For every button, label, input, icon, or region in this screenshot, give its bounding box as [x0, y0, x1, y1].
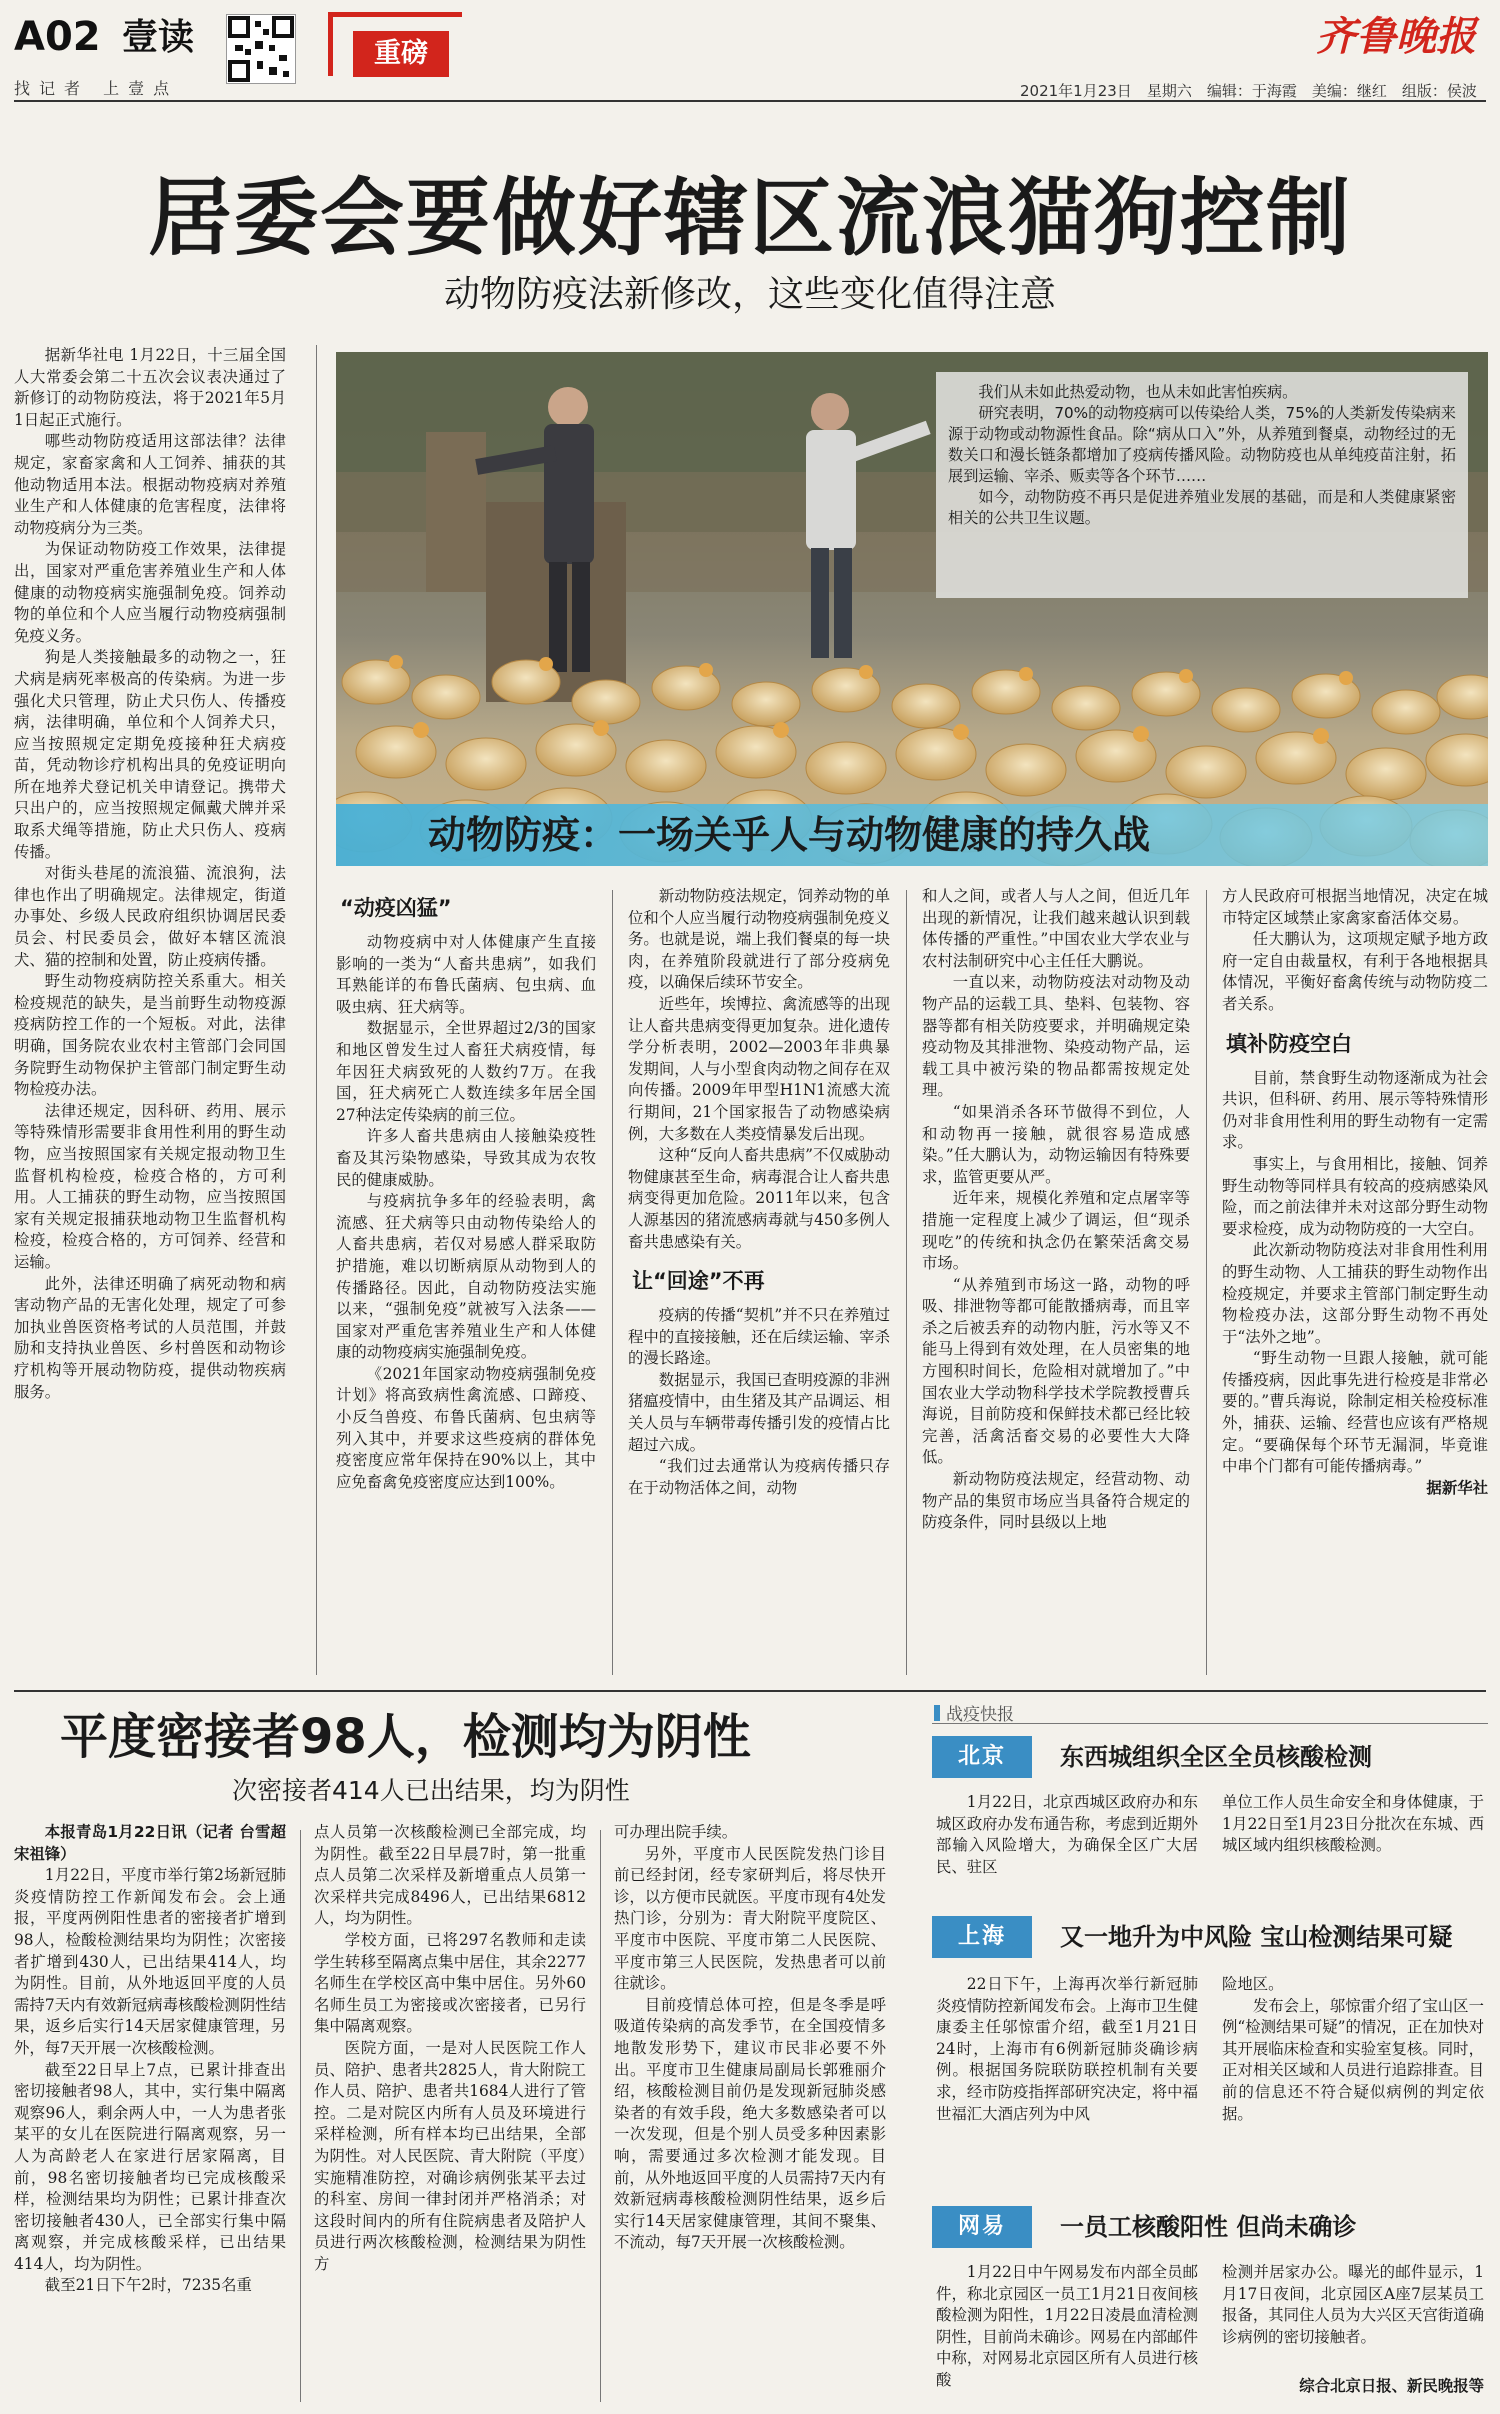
brief-text-netease-right: 检测并居家办公。曝光的邮件显示，1月17日夜间，北京园区A座7层某员工报备，其同住人员为大兴区天宫街道确诊病例的密切接触者。 — [1222, 2263, 1484, 2346]
byline: 本报青岛1月22日讯（记者 台雪超 宋祖锋） — [14, 1823, 286, 1863]
paragraph: 另外，平度市人民医院发热门诊目前已经封闭，经专家研判后，将尽快开诊，以方便市民就医。平度市现有4处发热门诊，分别为：青大附院平度院区、平度市中医院、平度市第二人民医院、平度市第三人民医院，发热患者可以前往就诊。 — [614, 1844, 886, 1993]
main-col-4 — [922, 886, 1190, 1675]
brief-city-shanghai: 上海 — [932, 1916, 1032, 1958]
paragraph: 动物疫病中对人体健康产生直接影响的一类为“人畜共患病”，如我们耳熟能详的布鲁氏菌病、包虫病、血吸虫病、狂犬病等。 — [336, 933, 596, 1016]
paragraph: 目前疫情总体可控，但是冬季是呼吸道传染病的高发季节，在全国疫情多地散发形势下，建议市民非必要不外出。平度市卫生健康局副局长郭雅丽介绍，核酸检测目前仍是发现新冠肺炎感染者的有效手段，绝大多数感染者可以一次发现，但是个别人员受多种因素影响，需要通过多次检测才能发现。目前，从外地返回平度的人员需持7天内有效新冠病毒核酸检测阴性结果，返乡后实行14天居家健康管理，其间不聚集、不流动，每7天开展一次核酸检测。 — [614, 1995, 886, 2252]
photo-caption-bar — [336, 804, 1488, 866]
brief-city-netease: 网易 — [932, 2206, 1032, 2248]
paragraph: 方人民政府可根据当地情况，决定在城市特定区域禁止家禽家畜活体交易。 — [1222, 887, 1488, 927]
paragraph: 对街头巷尾的流浪猫、流浪狗，法律也作出了明确规定。法律规定，街道办事处、乡级人民政府组织协调居民委员会、村民委员会，做好本辖区流浪犬、猫的控制和处置，防止疫病传播。 — [14, 864, 286, 969]
section-tag — [328, 12, 462, 76]
subheading: “动疫凶猛” — [340, 896, 452, 920]
photo-text-box — [936, 372, 1468, 598]
paragraph: 近些年，埃博拉、禽流感等的出现让人畜共患病变得更加复杂。进化遗传学分析表明，2002—2003年非典暴发期间，人与小型食肉动物之间存在双向传播。2009年甲型H1N1流感大流行期间，21个国家报告了动物感染病例，大多数在人类疫情暴发后出现。 — [628, 994, 890, 1143]
paragraph: 医院方面，一是对人民医院工作人员、陪护、患者共2825人，肯大附院工作人员、陪护、患者共1684人进行了管控。二是对院区内所有人员及环境进行采样检测，所有样本均已出结果，全部为阴性。对人民医院、青大附院（平度）实施精准防控，对确诊病例张某平去过的科室、房间一律封闭并严格消杀；对这段时间内的所有住院病患者及陪护人员进行两次核酸检测，检测结果为阴性方 — [314, 2038, 586, 2273]
paragraph: 目前，禁食野生动物逐渐成为社会共识，但科研、药用、展示等特殊情形仍对非食用性利用的野生动物有一定需求。 — [1222, 1068, 1488, 1152]
section-rule — [14, 1690, 1486, 1692]
paragraph: 《2021年国家动物疫病强制免疫计划》将高致病性禽流感、口蹄疫、小反刍兽疫、布鲁氏菌病、包虫病等列入其中，并要求这些疫病的群体免疫密度应常年保持在90%以上，其中应免畜禽免疫密度应达到100%。 — [336, 1364, 596, 1491]
brief-label-box — [932, 1700, 1488, 1724]
date-line — [1020, 80, 1477, 101]
qr-code[interactable] — [226, 14, 296, 84]
paragraph: 此次新动物防疫法对非食用性利用的野生动物、人工捕获的野生动物作出检疫规定，并要求主管部门制定野生动物检疫办法，这部分野生动物不再处于“法外之地”。 — [1222, 1241, 1488, 1346]
paragraph: 事实上，与食用相比，接触、饲养野生动物等同样具有较高的疫病感染风险，而之前法律并未对这部分野生动物要求检疫，成为动物防疫的一大空白。 — [1222, 1154, 1488, 1238]
paragraph: “我们过去通常认为疫病传播只存在于动物活体之间，动物 — [628, 1457, 890, 1497]
main-headline: 居委会要做好辖区流浪猫狗控制 — [147, 169, 1352, 267]
story2-subhead: 次密接者414人已出结果，均为阴性 — [232, 1776, 630, 1805]
weekday: 星期六 — [1146, 82, 1192, 100]
paragraph: 为保证动物防疫工作效果，法律提出，国家对严重危害养殖业生产和人体健康的动物疫病实施强制免疫。饲养动物的单位和个人应当履行动物疫病强制免疫义务。 — [14, 540, 286, 645]
paragraph: 任大鹏认为，这项规定赋予地方政府一定自由裁量权，有利于各地根据具体情况，平衡好畜禽传统与动物防疫二者关系。 — [1222, 930, 1488, 1013]
paragraph: 数据显示，全世界超过2/3的国家和地区曾发生过人畜狂犬病疫情，每年因狂犬病致死的人数约7万。在我国，狂犬病死亡人数连续多年居全国27种法定传染病的前三位。 — [336, 1019, 596, 1124]
story2-col-1 — [14, 1822, 286, 2402]
main-col-5 — [1222, 886, 1488, 1675]
brief-panel — [932, 1700, 1488, 2400]
paragraph: 此外，法律还明确了病死动物和病害动物产品的无害化处理，规定了可参加执业兽医资格考试的人员范围，并鼓励和支持执业兽医、乡村兽医和动物诊疗机构等开展动物防疫，提供动物疾病服务。 — [14, 1274, 286, 1401]
paragraph: 这种“反向人畜共患病”不仅威胁动物健康甚至生命，病毒混合让人畜共患病变得更加危险。2011年以来，包含人源基因的猪流感病毒就与450多例人畜共患感染有关。 — [628, 1146, 890, 1251]
paragraph: 野生动物疫病防控关系重大。相关检疫规范的缺失，是当前野生动物疫源疫病防控工作的一个短板。对此，法律明确，国务院农业农村主管部门会同国务院野生动物保护主管部门制定野生动物检疫办法。 — [14, 972, 286, 1099]
brief-text-shanghai-right: 险地区。 发布会上，邬惊雷介绍了宝山区一例“检测结果可疑”的情况，正在加快对其开展临床检查和实验室复核。同时，正对相关区域和人员进行追踪排查。目前的信息还不符合疑似病例的判定依据。 — [1222, 1975, 1484, 2123]
paragraph: 1月22日，平度市举行第2场新冠肺炎疫情防控工作新闻发布会。会上通报，平度两例阳性患者的密接者扩增到98人，检酸检测结果均为阴性；次密接者扩增到430人，已出结果414人，均为阴性。目前，从外地返回平度的人员需持7天内有效新冠病毒核酸检测阴性结果，返乡后实行14天居家健康管理，另外，每7天开展一次核酸检测。 — [14, 1866, 286, 2057]
paragraph: 近年来，规模化养殖和定点屠宰等措施一定程度上减少了调运，但“现杀现吃”的传统和执念仍在繁荣活禽交易市场。 — [922, 1189, 1190, 1273]
paragraph: 点人员第一次核酸检测已全部完成，均为阴性。截至22日早晨7时，第一批重点人员第二次采样及新增重点人员第一次采样共完成8496人，已出结果6812人，均为阴性。 — [314, 1823, 586, 1928]
brief-text-shanghai-left: 22日下午，上海再次举行新冠肺炎疫情防控新闻发布会。上海市卫生健康委主任邬惊雷介绍，截至1月21日24时，上海市有6例新冠肺炎确诊病例。根据国务院联防联控机制有关要求，经市防疫指挥部研究决定，将中福世福汇大酒店列为中风 — [936, 1975, 1198, 2123]
main-subhead: 动物防疫法新修改，这些变化值得注意 — [443, 274, 1056, 315]
brief-source: 综合北京日报、新民晚报等 — [1299, 2377, 1484, 2395]
paragraph: 学校方面，已将297名教师和走读学生转移至隔离点集中居住，其余2277名师生在学校区高中集中居住。另外60名师生员工为密接或次密接者，已另行集中隔离观察。 — [314, 1930, 586, 2036]
column-divider — [600, 1830, 601, 2402]
brief-text-netease-left: 1月22日中午网易发布内部全员邮件，称北京园区一员工1月21日夜间核酸检测为阳性，1月22日凌晨血清检测阴性，目前尚未确诊。网易在内部邮件中称，对网易北京园区所有人员进行核酸 — [936, 2263, 1198, 2389]
section-name: 壹读 — [122, 17, 195, 58]
paragraph: 据新华社电 1月22日，十三届全国人大常委会第二十五次会议表决通过了新修订的动物防疫法，将于2021年5月1日起正式施行。 — [14, 346, 286, 429]
paragraph: 可办理出院手续。 — [614, 1823, 738, 1841]
photo-box-paragraph: 如今，动物防疫不再只是促进养殖业发展的基础，而是和人类健康紧密相关的公共卫生议题。 — [948, 488, 1456, 527]
paragraph: 数据显示，我国已查明疫源的非洲猪瘟疫情中，由生猪及其产品调运、相关人员与车辆带毒传播引发的疫情占比超过六成。 — [628, 1370, 890, 1454]
paragraph: 和人之间，或者人与人之间，但近几年出现的新情况，让我们越来越认识到载体传播的严重性。”中国农业大学农业与农村法制研究中心主任任大鹏说。 — [922, 887, 1190, 970]
date: 2021年1月23日 — [1020, 82, 1132, 100]
column-divider — [316, 345, 317, 1675]
paragraph: 与疫病抗争多年的经验表明，禽流感、狂犬病等只由动物传染给人的人畜共患病，若仅对易感人群采取防护措施，难以切断病原从动物到人的传播路径。因此，自动物防疫法实施以来，“强制免疫”就被写入法条——国家对严重危害养殖业生产和人体健康的动物疫病实施强制免疫。 — [336, 1192, 596, 1362]
brief-text-beijing-right: 单位工作人员生命安全和身体健康，于1月22日至1月23日分批次在东城、西城区域内组织核酸检测。 — [1222, 1793, 1484, 1855]
paragraph: 哪些动物防疫适用这部法律？法律规定，家畜家禽和人工饲养、捕获的其他动物适用本法。根据动物疫病对养殖业生产和人体健康的危害程度，法律将动物疫病分为三类。 — [14, 432, 286, 537]
paragraph: 截至22日早上7点，已累计排查出密切接触者98人，其中，实行集中隔离观察96人，剩余两人中，一人为患者张某平的女儿在医院进行隔离观察，另一人为高龄老人在家进行居家隔离，目前，98名密切接触者均已完成核酸采样，检测结果均为阴性；已累计排查次密切接触者430人，已全部实行集中隔离观察，并完成核酸采样，已出结果414人，均为阴性。 — [14, 2060, 286, 2273]
subheading: 让“回途”不再 — [632, 1269, 765, 1294]
editor: 编辑：于海霞 — [1206, 82, 1297, 100]
main-col-1 — [14, 345, 286, 1675]
paragraph: 一直以来，动物防疫法对动物及动物产品的运载工具、垫料、包装物、容器等都有相关防疫要求，并明确规定染疫动物及其排泄物、染疫动物产品，运载工具中被污染的物品都需按规定处理。 — [922, 973, 1190, 1100]
brief-city-beijing: 北京 — [932, 1736, 1032, 1778]
column-divider — [906, 890, 907, 1675]
paragraph: 许多人畜共患病由人接触染疫牲畜及其污染物感染，导致其成为农牧民的健康威胁。 — [336, 1127, 596, 1189]
paragraph: 新动物防疫法规定，饲养动物的单位和个人应当履行动物疫病强制免疫义务。也就是说，端上我们餐桌的每一块肉，在养殖阶段就进行了部分疫病免疫，以确保后续环节安全。 — [628, 887, 890, 992]
paragraph: 疫病的传播“契机”并不只在养殖过程中的直接接触，还在后续运输、宰杀的漫长路途。 — [628, 1306, 890, 1368]
slogan: 找记者 上壹点 — [14, 79, 179, 98]
main-col-3 — [628, 886, 890, 1675]
brief-title-netease: 一员工核酸阳性 但尚未确诊 — [1060, 2213, 1357, 2241]
paragraph: 法律还规定，因科研、药用、展示等特殊情形需要非食用性利用的野生动物，应当按照国家有关规定报动物卫生监督机构检疫，检疫合格的，方可利用。人工捕获的野生动物，应当按照国家有关规定报捕获地动物卫生监督机构检疫，检疫合格的，方可饲养、经营和运输。 — [14, 1101, 286, 1271]
photo-box-paragraph: 我们从未如此热爱动物，也从未如此害怕疾病。 — [978, 383, 1298, 401]
paragraph: 截至21日下午2时，7235名重 — [44, 2276, 252, 2295]
page-number: A02 — [14, 14, 101, 60]
main-col-2 — [336, 880, 596, 1675]
brief-text-beijing-left: 1月22日，北京西城区政府办和东城区政府办发布通告称，考虑到近期外部输入风险增大，为确保全区广大居民、驻区 — [936, 1793, 1198, 1876]
brief-label: 战疫快报 — [946, 1705, 1014, 1725]
photo-caption: 动物防疫：一场关乎人与动物健康的持久战 — [428, 813, 1151, 857]
paragraph: 狗是人类接触最多的动物之一，狂犬病是病死率极高的传染病。为进一步强化犬只管理，防止犬只伤人、传播疫病，法律明确，单位和个人饲养犬只，应当按照规定定期免疫接种狂犬病疫苗，凭动物诊疗机构出具的免疫证明向所在地养犬登记机关申请登记。携带犬只出户的，应当按照规定佩戴犬牌并采取系犬绳等措施，防止犬只伤人、疫病传播。 — [14, 648, 286, 861]
column-divider — [612, 890, 613, 1675]
subheading: 填补防疫空白 — [1226, 1031, 1352, 1056]
story2-col-3 — [614, 1822, 886, 2402]
brief-title-beijing: 东西城组织全区全员核酸检测 — [1060, 1743, 1372, 1771]
layout-editor: 组版：侯波 — [1401, 82, 1477, 100]
story2-col-2 — [314, 1822, 586, 2402]
story2-headline: 平度密接者98人，检测均为阴性 — [60, 1709, 751, 1765]
section-tag-label: 重磅 — [353, 31, 449, 77]
column-divider — [300, 1830, 301, 2402]
paragraph: “野生动物一旦跟人接触，就可能传播疫病，因此事先进行检疫是非常必要的。”曹兵海说，除制定相关检疫标准外，捕获、运输、经营也应该有严格规定。“要确保每个环节无漏洞，毕竟谁中串个门都有可能传播病毒。” — [1222, 1349, 1488, 1476]
source-sign: 据新华社 — [1426, 1478, 1488, 1497]
paragraph: “从养殖到市场这一路，动物的呼吸、排泄物等都可能散播病毒，而且宰杀之后被丢弃的动物内脏，污水等又不能马上得到有效处理，在人员密集的地方囤积时间长，危险相对就增加了。”中国农业大学动物科学技术学院教授曹兵海说，目前防疫和保鲜技术都已经比较完善，活禽活畜交易的必要性大大降低。 — [922, 1275, 1190, 1467]
paragraph: “如果消杀各环节做得不到位，人和动物再一接触，就很容易造成感染。”任大鹏认为，动物运输因有特殊要求，监管更要从严。 — [922, 1102, 1190, 1186]
column-divider — [1206, 890, 1207, 1675]
brief-bar-icon — [934, 1705, 940, 1721]
paragraph: 新动物防疫法规定，经营动物、动物产品的集贸市场应当具备符合规定的防疫条件，同时县级以上地 — [922, 1470, 1190, 1532]
main-photo — [336, 352, 1488, 866]
art-editor: 美编：继红 — [1311, 82, 1387, 100]
photo-box-paragraph: 研究表明，70%的动物疫病可以传染给人类，75%的人类新发传染病来源于动物或动物源性食品。除“病从口入”外，从养殖到餐桌，动物经过的无数关口和漫长链条都增加了疫病传播风险。动物防疫也从单纯疫苗注射，拓展到运输、宰杀、贩卖等各个环节…… — [948, 404, 1456, 485]
paper-logo: 齐鲁晚报 — [1316, 13, 1476, 60]
brief-title-shanghai: 又一地升为中风险 宝山检测结果可疑 — [1060, 1923, 1453, 1951]
